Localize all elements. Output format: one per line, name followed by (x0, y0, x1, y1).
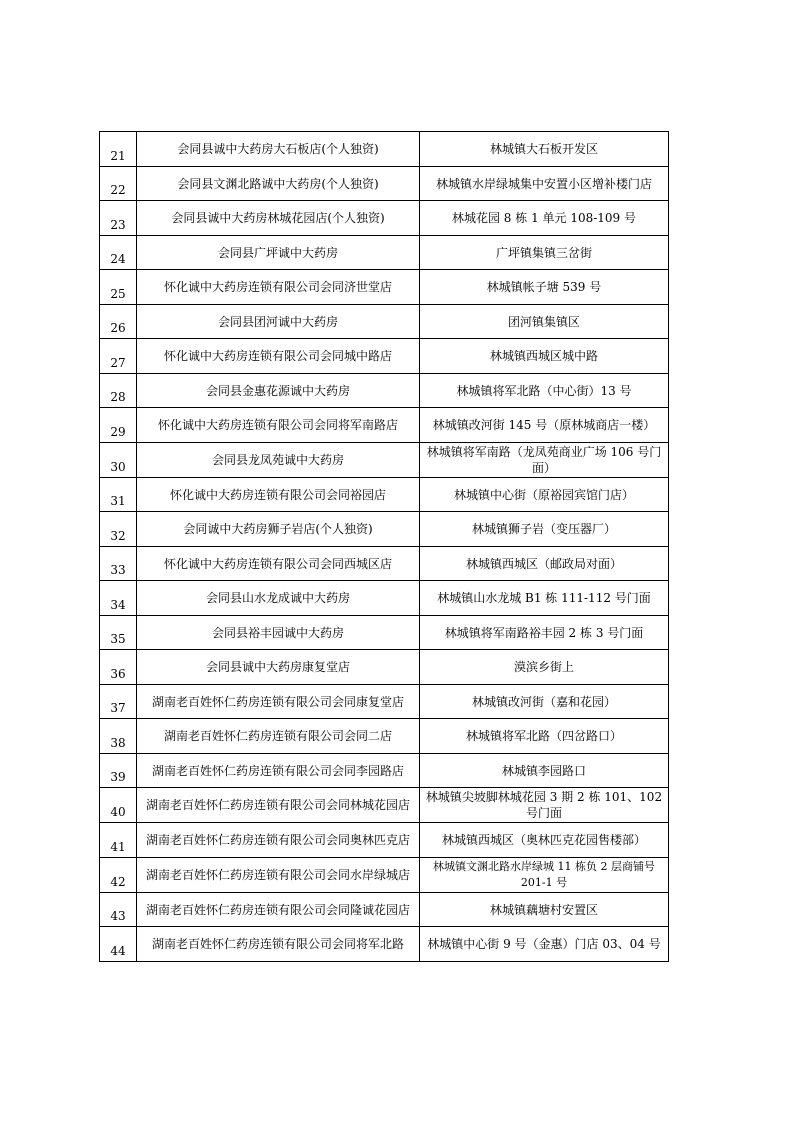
table-row (100, 547, 669, 581)
pharmacy-address: 林城镇水岸绿城集中安置小区增补楼门店 (420, 167, 669, 201)
row-number: 31 (100, 478, 137, 512)
row-number: 41 (100, 823, 137, 858)
pharmacy-address: 林城镇改河街（嘉和花园） (420, 685, 669, 719)
pharmacy-name: 怀化诚中大药房连锁有限公司会同将军南路店 (137, 408, 420, 443)
row-number: 35 (100, 616, 137, 650)
table-row (100, 685, 669, 719)
pharmacy-name: 会同诚中大药房狮子岩店(个人独资) (137, 512, 420, 547)
pharmacy-name: 怀化诚中大药房连锁有限公司会同西城区店 (137, 547, 420, 581)
pharmacy-name: 会同县团河诚中大药房 (137, 305, 420, 339)
pharmacy-name: 湖南老百姓怀仁药房连锁有限公司会同二店 (137, 719, 420, 754)
pharmacy-address: 林城镇改河街 145 号（原林城商店一楼） (420, 408, 669, 443)
table-row (100, 858, 669, 893)
table-row (100, 478, 669, 512)
pharmacy-name: 会同县诚中大药房林城花园店(个人独资) (137, 201, 420, 236)
table-row (100, 236, 669, 270)
row-number: 24 (100, 236, 137, 270)
pharmacy-name: 会同县金惠花源诚中大药房 (137, 374, 420, 408)
pharmacy-address: 广坪镇集镇三岔街 (420, 236, 669, 270)
pharmacy-name: 会同县广坪诚中大药房 (137, 236, 420, 270)
pharmacy-address: 林城镇将军南路裕丰园 2 栋 3 号门面 (420, 616, 669, 650)
row-number: 28 (100, 374, 137, 408)
table-row (100, 788, 669, 823)
table-row (100, 927, 669, 962)
pharmacy-name: 湖南老百姓怀仁药房连锁有限公司会同隆诚花园店 (137, 893, 420, 927)
pharmacy-address: 林城镇藕塘村安置区 (420, 893, 669, 927)
pharmacy-address: 林城镇西城区城中路 (420, 339, 669, 374)
pharmacy-address: 林城镇中心街 9 号（金惠）门店 03、04 号 (420, 927, 669, 962)
pharmacy-address: 林城镇中心街（原裕园宾馆门店） (420, 478, 669, 512)
table-row (100, 443, 669, 478)
pharmacy-name: 会同县诚中大药房大石板店(个人独资) (137, 132, 420, 167)
pharmacy-address: 林城镇文渊北路水岸绿城 11 栋负 2 层商铺号 201-1 号 (420, 858, 669, 893)
table-row (100, 893, 669, 927)
row-number: 23 (100, 201, 137, 236)
pharmacy-name: 湖南老百姓怀仁药房连锁有限公司会同奥林匹克店 (137, 823, 420, 858)
pharmacy-address: 林城镇狮子岩（变压器厂） (420, 512, 669, 547)
pharmacy-address: 林城镇大石板开发区 (420, 132, 669, 167)
pharmacy-name: 湖南老百姓怀仁药房连锁有限公司会同康复堂店 (137, 685, 420, 719)
pharmacy-address: 林城镇将军北路（中心街）13 号 (420, 374, 669, 408)
pharmacy-name: 湖南老百姓怀仁药房连锁有限公司会同林城花园店 (137, 788, 420, 823)
row-number: 40 (100, 788, 137, 823)
pharmacy-address: 漠滨乡街上 (420, 650, 669, 685)
row-number: 36 (100, 650, 137, 685)
row-number: 29 (100, 408, 137, 443)
pharmacy-address: 林城镇李园路口 (420, 754, 669, 788)
pharmacy-address: 林城镇西城区（奥林匹克花园售楼部） (420, 823, 669, 858)
table-row (100, 270, 669, 305)
pharmacy-name: 湖南老百姓怀仁药房连锁有限公司会同李园路店 (137, 754, 420, 788)
row-number: 22 (100, 167, 137, 201)
row-number: 33 (100, 547, 137, 581)
table-row (100, 512, 669, 547)
pharmacy-name: 会同县山水龙成诚中大药房 (137, 581, 420, 616)
pharmacy-address: 林城镇将军北路（四岔路口） (420, 719, 669, 754)
row-number: 26 (100, 305, 137, 339)
row-number: 32 (100, 512, 137, 547)
pharmacy-address: 林城花园 8 栋 1 单元 108-109 号 (420, 201, 669, 236)
row-number: 38 (100, 719, 137, 754)
table-row (100, 305, 669, 339)
table-row (100, 581, 669, 616)
table-row (100, 408, 669, 443)
pharmacy-table-body (100, 132, 669, 962)
pharmacy-address: 林城镇西城区（邮政局对面） (420, 547, 669, 581)
pharmacy-name: 会同县诚中大药房康复堂店 (137, 650, 420, 685)
pharmacy-name: 怀化诚中大药房连锁有限公司会同裕园店 (137, 478, 420, 512)
pharmacy-address: 林城镇帐子塘 539 号 (420, 270, 669, 305)
table-row (100, 201, 669, 236)
pharmacy-name: 湖南老百姓怀仁药房连锁有限公司会同将军北路 (137, 927, 420, 962)
row-number: 39 (100, 754, 137, 788)
table-row (100, 616, 669, 650)
pharmacy-address: 林城镇山水龙城 B1 栋 111-112 号门面 (420, 581, 669, 616)
table-row (100, 374, 669, 408)
pharmacy-table (99, 131, 669, 962)
row-number: 30 (100, 443, 137, 478)
row-number: 21 (100, 132, 137, 167)
pharmacy-name: 会同县文渊北路诚中大药房(个人独资) (137, 167, 420, 201)
row-number: 37 (100, 685, 137, 719)
pharmacy-address: 团河镇集镇区 (420, 305, 669, 339)
table-row (100, 719, 669, 754)
row-number: 43 (100, 893, 137, 927)
row-number: 25 (100, 270, 137, 305)
table-row (100, 167, 669, 201)
row-number: 27 (100, 339, 137, 374)
table-row (100, 823, 669, 858)
pharmacy-address: 林城镇将军南路（龙凤苑商业广场 106 号门面） (420, 443, 669, 478)
pharmacy-name: 会同县龙凤苑诚中大药房 (137, 443, 420, 478)
row-number: 42 (100, 858, 137, 893)
table-row (100, 754, 669, 788)
table-row (100, 339, 669, 374)
pharmacy-name: 怀化诚中大药房连锁有限公司会同济世堂店 (137, 270, 420, 305)
table-row (100, 650, 669, 685)
pharmacy-name: 会同县裕丰园诚中大药房 (137, 616, 420, 650)
pharmacy-name: 怀化诚中大药房连锁有限公司会同城中路店 (137, 339, 420, 374)
pharmacy-address: 林城镇尖坡脚林城花园 3 期 2 栋 101、102 号门面 (420, 788, 669, 823)
row-number: 44 (100, 927, 137, 962)
table-row (100, 132, 669, 167)
row-number: 34 (100, 581, 137, 616)
pharmacy-name: 湖南老百姓怀仁药房连锁有限公司会同水岸绿城店 (137, 858, 420, 893)
